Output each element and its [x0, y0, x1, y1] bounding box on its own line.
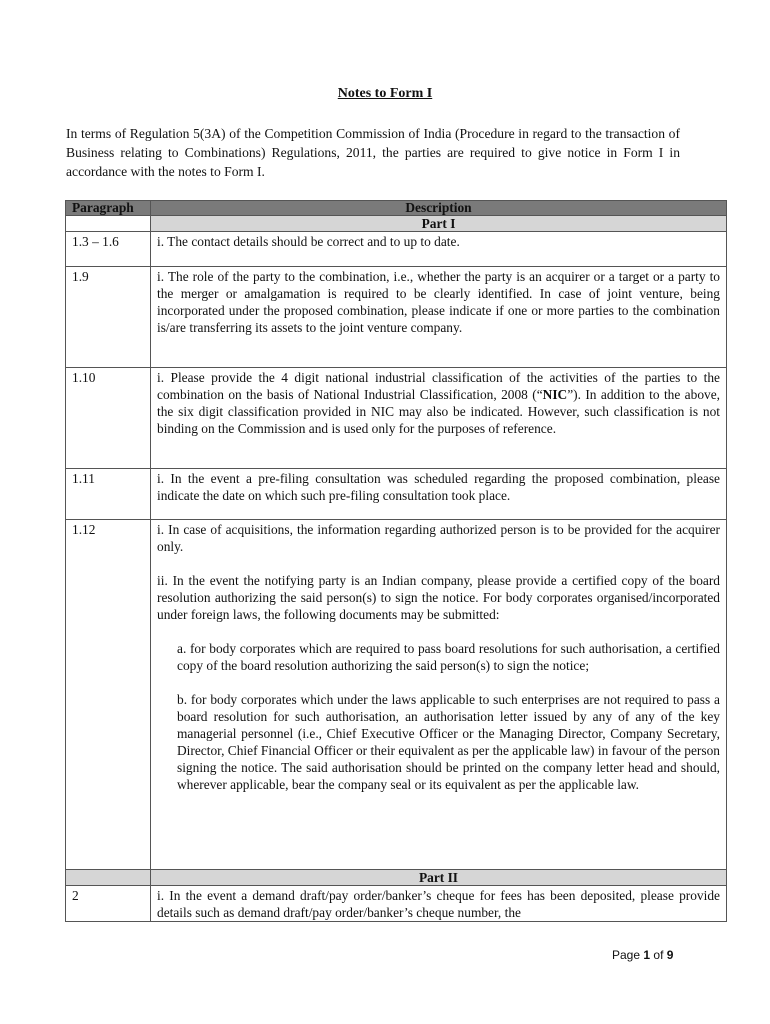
nic-abbreviation: NIC — [542, 387, 568, 402]
description-text: i. In the event a pre-filing consultation was scheduled regarding the proposed combination, please indicate the date on which such pre-filing consultation took place. — [157, 471, 720, 503]
part-blank-cell — [66, 870, 151, 886]
part-label: Part I — [151, 216, 727, 232]
row-description — [151, 267, 727, 368]
description-text: i. In case of acquisitions, the information regarding authorized person is to be provided for the acquirer only. — [157, 522, 720, 554]
description-text-part: i. Please provide the 4 digit national industrial classification of the activities of the parties to the combination on the basis of National Industrial Classification, 2008 (“ — [157, 370, 720, 402]
description-text: i. The role of the party to the combination, i.e., whether the party is an acquirer or a target or a party to the merger or amalgamation is required to be clearly identified. In case of joint venture, being incorporated under the proposed combination, please indicate if one or more parties to the combination is/are transferring its assets to the joint venture company. — [157, 269, 720, 335]
description-text: i. The contact details should be correct and to up to date. — [157, 234, 460, 249]
part-label: Part II — [151, 870, 727, 886]
row-paragraph: 2 — [66, 886, 151, 922]
part-blank-cell — [66, 216, 151, 232]
intro-paragraph: In terms of Regulation 5(3A) of the Competition Commission of India (Procedure in regard to the transaction of Business relating to Combinations) Regulations, 2011, the parties are required to give notice in Form I in accordance with the notes to Form I. — [66, 126, 680, 179]
row-description — [151, 232, 727, 267]
page-number: 1 — [643, 948, 651, 962]
part-row — [66, 870, 727, 886]
header-paragraph: Paragraph — [66, 201, 151, 216]
page-footer — [612, 948, 673, 962]
header-description: Description — [151, 201, 727, 216]
row-description — [151, 886, 727, 922]
page-total: 9 — [666, 948, 674, 962]
description-subitem: b. for body corporates which under the laws applicable to such enterprises are not required to pass a board resolution for such authorisation, an authorisation letter issued by any of any of the key managerial personnel (i.e., Chief Executive Officer or the Managing Director, Company Secretary, Director, Chief Financial Officer or their equivalent as per the applicable law) in favour of the person signing the notice. The said authorisation should be printed on the company letter head and should, wherever applicable, bear the company seal or its equivalent as per the applicable law. — [177, 692, 720, 792]
description-text: ii. In the event the notifying party is an Indian company, please provide a certified copy of the board resolution authorizing the said person(s) to sign the notice. For body corporates organised/incorporated under foreign laws, the following documents may be submitted: — [157, 573, 720, 622]
table-row — [66, 368, 727, 469]
page-label: Page — [612, 948, 641, 962]
table-header-row — [66, 201, 727, 216]
part-row — [66, 216, 727, 232]
row-description — [151, 469, 727, 520]
row-paragraph: 1.3 – 1.6 — [66, 232, 151, 267]
of-label: of — [653, 948, 664, 962]
notes-table — [65, 200, 727, 922]
row-description — [151, 520, 727, 870]
description-text-part: ”). In addition to the above, the six digit classification provided in NIC may also be indicated. However, such classification is not binding on the Commission and is used only for the purposes of reference. — [157, 387, 721, 436]
table-row — [66, 520, 727, 870]
description-subitem: a. for body corporates which are required to pass board resolutions for such authorisation, a certified copy of the board resolution authorizing the said person(s) to sign the notice; — [177, 641, 720, 673]
description-text — [157, 369, 720, 437]
description-text: i. In the event a demand draft/pay order/banker’s cheque for fees has been deposited, please provide details such as demand draft/pay order/banker’s cheque number, the — [157, 888, 720, 920]
table-row — [66, 232, 727, 267]
row-paragraph: 1.11 — [66, 469, 151, 520]
row-paragraph: 1.9 — [66, 267, 151, 368]
row-paragraph: 1.12 — [66, 520, 151, 870]
page-title: Notes to Form I — [337, 86, 433, 101]
row-description — [151, 368, 727, 469]
table-row — [66, 469, 727, 520]
table-row — [66, 267, 727, 368]
row-paragraph: 1.10 — [66, 368, 151, 469]
table-row — [66, 886, 727, 922]
